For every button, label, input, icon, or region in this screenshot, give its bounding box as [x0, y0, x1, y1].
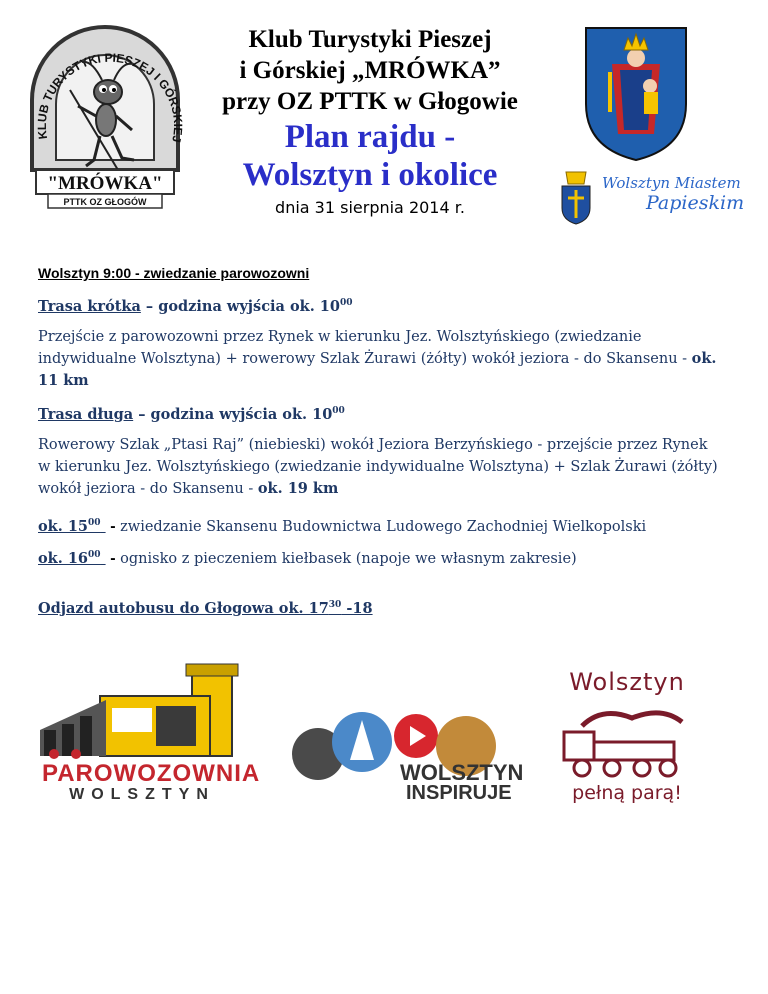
short-route-label: Trasa krótka [38, 298, 141, 315]
inspiruje-line1: WOLSZTYN [400, 760, 524, 785]
event-date: dnia 31 sierpnia 2014 r. [275, 198, 465, 217]
wolsztyn-sub: pełną parą! [572, 782, 682, 804]
long-route-time-sup: 00 [332, 406, 345, 416]
wolsztyn-parowy-logo [552, 668, 702, 808]
plan-title-line1: Plan rajdu - [284, 119, 456, 155]
long-route-desc-text: Rowerowy Szlak „Ptasi Raj” (niebieski) wokół Jeziora Berzyńskiego - przejście przez Rynek w kierunku Jez. Wolsztyńskiego (zwiedzanie indywidualne Wolsztyna) + Szlak Żurawi (żółty) wokół jeziora - do Skansenu - [38, 437, 718, 497]
inspiruje-line2: INSPIRUJE [406, 782, 512, 804]
short-route-desc-text: Przejście z parowozowni przez Rynek w kierunku Jez. Wolsztyńskiego (zwiedzanie indywidualne Wolsztyna) + rowerowy Szlak Żurawi (żółty) wokół jeziora - do Skansenu - [38, 329, 692, 367]
club-name: "MRÓWKA" [47, 173, 163, 194]
item2-time: ok. $16^{00}$ [38, 550, 101, 567]
club-title-line2: i Górskiej „MRÓWKA” [239, 57, 501, 84]
item2-text: ognisko z pieczeniem kiełbasek (napoje we własnym zakresie) [120, 551, 577, 567]
papal-logo [556, 168, 746, 230]
parowozownia-logo [36, 660, 261, 806]
short-route-time-sup: 00 [340, 298, 353, 308]
club-logo [22, 20, 188, 212]
short-route-heading [38, 292, 353, 318]
papal-line2: Papieskim [646, 192, 745, 214]
locomotive-shed-icon [36, 660, 246, 760]
parowozownia-title: PAROWOZOWNIA [42, 760, 261, 787]
plan-title [190, 118, 550, 194]
papal-line1: Wolsztyn Miastem [602, 174, 741, 192]
parowozownia-sub: WOLSZTYN [69, 786, 215, 803]
item1-text: zwiedzanie Skansenu Budownictwa Ludowego Zachodniej Wielkopolski [120, 519, 647, 535]
inspiruje-logo [288, 700, 522, 804]
short-route-desc [38, 326, 738, 392]
club-sub: PTTK OZ GŁOGÓW [63, 197, 147, 207]
short-route-time: – godzina wyjścia ok. 10 [140, 298, 340, 315]
coat-of-arms [582, 24, 690, 164]
wolsztyn-title: Wolsztyn [569, 668, 685, 696]
long-route-desc [38, 434, 718, 500]
long-route-heading [38, 400, 345, 426]
schedule-item-1: ok. $15^{00}$ - zwiedzanie Skansenu Budownictwa Ludowego Zachodniej Wielkopolski [38, 518, 647, 535]
intro-line: Wolsztyn 9:00 - zwiedzanie parowozowni [38, 265, 310, 281]
club-title-line1: Klub Turystyki Pieszej [248, 26, 492, 53]
schedule-item-2: ok. $16^{00}$ - ognisko z pieczeniem kiełbasek (napoje we własnym zakresie) [38, 550, 577, 567]
plan-title-line2: Wolsztyn i okolice [242, 157, 498, 193]
steam-train-icon [552, 702, 702, 782]
long-route-time: – godzina wyjścia ok. 10 [133, 406, 333, 423]
club-title [190, 24, 550, 117]
item1-time: ok. $15^{00}$ [38, 518, 101, 535]
long-route-label: Trasa długa [38, 406, 134, 423]
club-title-line3: przy OZ PTTK w Głogowie [222, 88, 518, 115]
short-route-km: ok. 11 km [38, 350, 717, 389]
papal-crest-icon [556, 168, 596, 228]
club-ring-text: KLUB TURYSTYKI PIESZEJ I GÓRSKIEJ [34, 50, 186, 144]
long-route-km: ok. 19 km [257, 480, 339, 497]
departure-line: Odjazd autobusu do Głogowa ok. $17^{30}$ -18 [38, 600, 373, 617]
